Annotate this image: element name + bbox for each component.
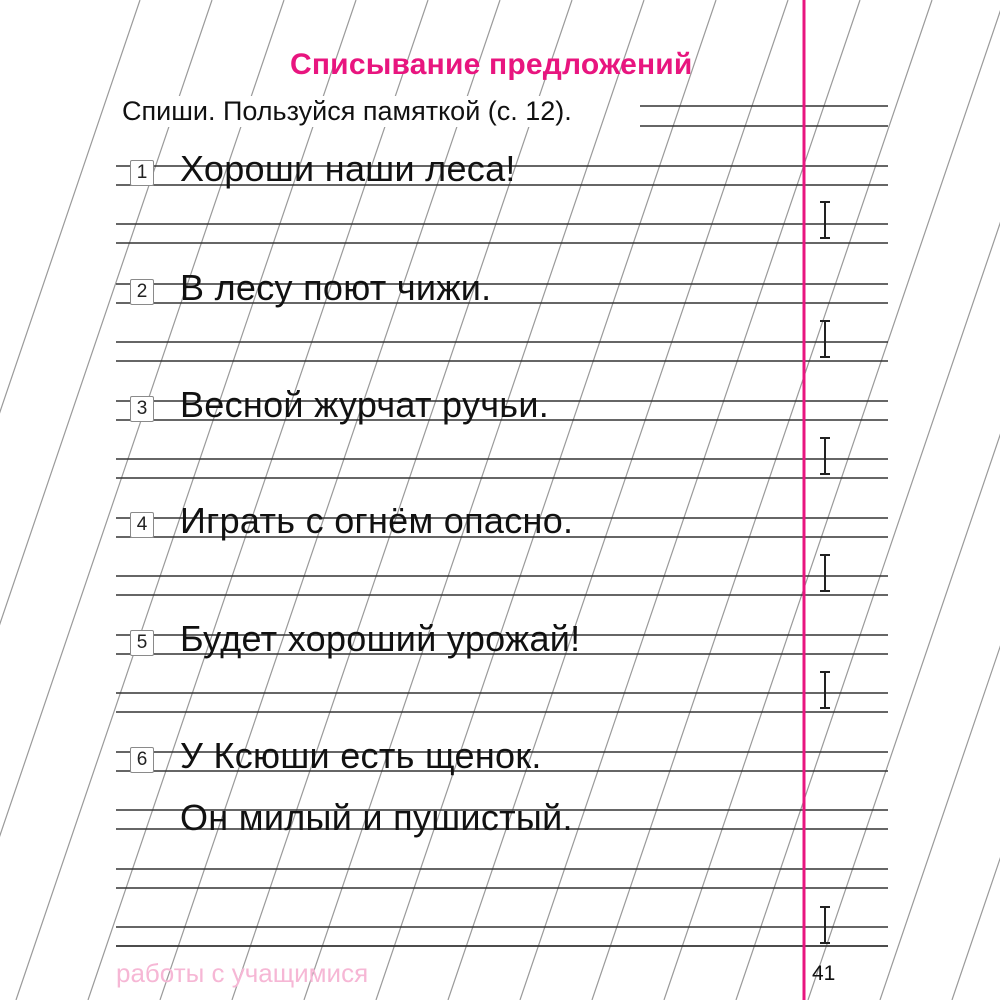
slant-guide-line: [0, 0, 140, 1000]
line-marker-icon: [820, 438, 830, 474]
line-marker-icon: [820, 202, 830, 238]
exercise-number-3: 3: [130, 396, 154, 422]
exercise-sentence-6a: У Ксюши есть щенок.: [180, 735, 542, 776]
slant-guide-line: [880, 0, 1000, 1000]
line-marker-icon: [820, 555, 830, 591]
exercise-number-2: 2: [130, 279, 154, 305]
exercise-sentence-4: Играть с огнём опасно.: [180, 500, 574, 541]
exercise-number-5: 5: [130, 630, 154, 656]
exercise-number-1: 1: [130, 160, 154, 186]
instruction-text: Спиши. Пользуйся памяткой (с. 12).: [122, 96, 578, 127]
slant-guide-line: [736, 0, 1000, 1000]
exercise-sentence-1: Хороши наши леса!: [180, 148, 516, 189]
slant-guide-line: [664, 0, 1000, 1000]
exercise-number-6: 6: [130, 747, 154, 773]
line-marker-icon: [820, 672, 830, 708]
exercise-sentence-6b: Он милый и пушистый.: [180, 797, 573, 838]
exercise-sentence-2: В лесу поют чижи.: [180, 267, 492, 308]
page-number: 41: [812, 962, 836, 985]
slant-guide-line: [592, 0, 932, 1000]
watermark-text: работы с учащимися: [116, 958, 369, 988]
exercise-sentence-3: Весной журчат ручьи.: [180, 384, 550, 425]
page-title: Списывание предложений: [290, 48, 693, 81]
exercise-sentence-5: Будет хороший урожай!: [180, 618, 581, 659]
line-marker-icon: [820, 907, 830, 943]
slant-guide-line: [808, 0, 1000, 1000]
slant-guide-line: [952, 0, 1000, 1000]
exercise-number-4: 4: [130, 512, 154, 538]
